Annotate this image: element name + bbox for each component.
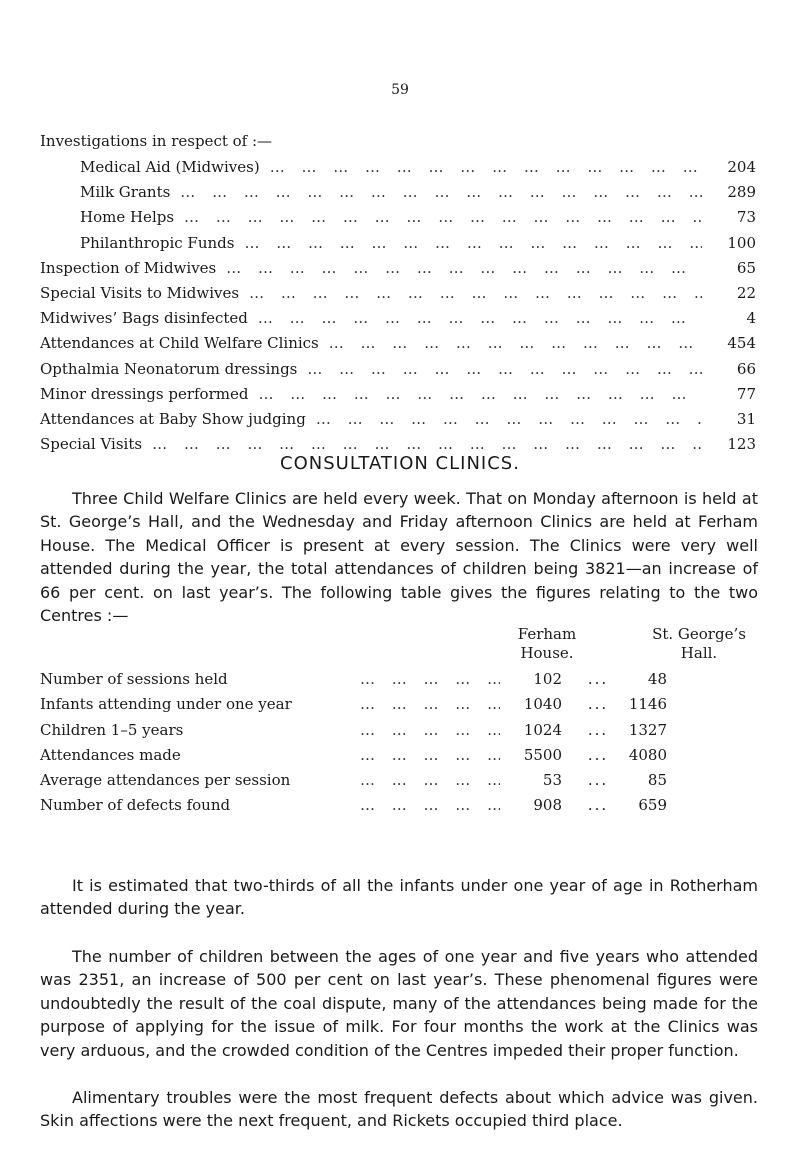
dot-leader: [244, 231, 702, 256]
dot-leader: [360, 692, 500, 717]
dot-leader: [360, 768, 500, 793]
table-row: [40, 768, 760, 793]
table-row: [40, 743, 760, 768]
item-value: 204: [727, 158, 756, 176]
item-label: Home Helps: [80, 208, 175, 227]
list-item: [40, 205, 756, 230]
separator: ...: [587, 670, 609, 688]
ferham-value: 1040: [523, 695, 562, 714]
separator: ...: [587, 720, 609, 739]
dot-leader: [249, 281, 702, 306]
item-value: 4: [746, 309, 756, 328]
item-label: Midwives’ Bags disinfected: [40, 309, 248, 328]
ferham-value: 102: [533, 670, 562, 688]
column-header-line: Hall.: [680, 644, 718, 662]
list-item: [40, 331, 756, 356]
paragraph-defects: Alimentary troubles were the most frequent defects about which advice was given. Skin affections were the next frequent, and Rickets occupied third place.: [40, 1088, 758, 1131]
item-label: Special Visits to Midwives: [40, 283, 240, 302]
item-label: Opthalmia Neonatorum dressings: [40, 359, 298, 378]
row-label: Number of defects found: [40, 796, 231, 815]
dot-leader: [360, 667, 500, 692]
section-title: CONSULTATION CLINICS.: [280, 453, 520, 474]
item-value: 65: [736, 258, 756, 277]
page-number: 59: [391, 82, 409, 98]
table-row: [40, 793, 760, 818]
table-row: [40, 718, 760, 743]
separator: ...: [587, 796, 609, 815]
george-value: 1146: [628, 695, 667, 714]
item-label: Minor dressings performed: [40, 384, 249, 403]
separator: ...: [587, 695, 609, 714]
investigations-heading: Investigations in respect of :—: [40, 132, 273, 150]
paragraph-children-numbers: The number of children between the ages of one year and five years who attended was 2351, an increase of 500 per cent on last year’s. These phenomenal figures were undoubtedly the result of the coal dispute, many of the attendances being made for the purpose of applying for the issue of milk. For four months the work at the Clinics was very arduous, and the crowded condition of the Centres impeded their proper function.: [40, 947, 758, 1060]
dot-leader: [360, 718, 500, 743]
item-label: Attendances at Child Welfare Clinics: [40, 334, 319, 353]
dot-leader: [180, 180, 702, 205]
item-value: 73: [736, 208, 756, 227]
row-label: Infants attending under one year: [40, 695, 292, 714]
table-header: [40, 625, 760, 667]
dot-leader: [360, 793, 500, 818]
ferham-value: 908: [533, 796, 562, 815]
dot-leader: [258, 382, 702, 407]
george-value: 659: [638, 796, 667, 815]
item-label: Philanthropic Funds: [80, 233, 235, 252]
row-label: Number of sessions held: [40, 670, 228, 688]
george-value: 85: [647, 771, 667, 790]
item-label: Milk Grants: [80, 183, 171, 202]
item-value: 289: [727, 183, 756, 202]
ferham-value: 1024: [523, 720, 562, 739]
item-value: 123: [727, 435, 756, 454]
george-value: 4080: [628, 745, 667, 764]
list-item: [40, 281, 756, 306]
item-value: 22: [736, 283, 756, 302]
item-value: 454: [727, 334, 756, 353]
column-header-line: House.: [520, 644, 574, 662]
table-row: [40, 692, 760, 717]
row-label: Average attendances per session: [40, 771, 291, 790]
row-label: Children 1–5 years: [40, 720, 184, 739]
paragraph-estimate: It is estimated that two-thirds of all the infants under one year of age in Rotherham attended during the year.: [40, 876, 758, 919]
column-header-ferham: [512, 625, 582, 663]
item-label: Medical Aid (Midwives): [80, 158, 260, 176]
dot-leader: [258, 306, 702, 331]
investigations-list: [40, 127, 756, 457]
list-item: [40, 357, 756, 382]
ferham-value: 53: [542, 771, 562, 790]
dot-leader: [184, 205, 702, 230]
item-value: 66: [736, 359, 756, 378]
dot-leader: [316, 407, 702, 432]
paragraph-clinics-intro: Three Child Welfare Clinics are held every week. That on Monday afternoon is held at St. George’s Hall, and the Wednesday and Friday afternoon Clinics are held at Ferham House. The Medical Officer is present at every session. The Clinics were very well attended during the year, the total attendances of children being 3821—an increase of 66 per cent. on last year’s. The following table gives the figures relating to the two Centres :—: [40, 489, 758, 626]
item-value: 100: [727, 233, 756, 252]
item-label: Special Visits: [40, 435, 143, 454]
column-header-george: [634, 625, 764, 663]
column-header-line: St. George’s: [652, 625, 746, 643]
separator: ...: [587, 771, 609, 790]
george-value: 1327: [628, 720, 667, 739]
list-item: [40, 256, 756, 281]
dot-leader: [360, 743, 500, 768]
list-item: [40, 382, 756, 407]
item-value: 31: [736, 409, 756, 428]
list-item: [40, 180, 756, 205]
clinic-table: [40, 625, 760, 819]
george-value: 48: [647, 670, 667, 688]
dot-leader: [226, 256, 702, 281]
dot-leader: [307, 357, 702, 382]
dot-leader: [270, 155, 702, 180]
list-item: [40, 407, 756, 432]
list-item: [40, 155, 756, 180]
separator: ...: [587, 745, 609, 764]
list-item: [40, 231, 756, 256]
ferham-value: 5500: [523, 745, 562, 764]
item-label: Attendances at Baby Show judging: [40, 409, 306, 428]
dot-leader: [329, 331, 702, 356]
list-item: [40, 306, 756, 331]
item-label: Inspection of Midwives: [40, 258, 217, 277]
row-label: Attendances made: [40, 745, 181, 764]
column-header-line: Ferham: [517, 625, 577, 643]
table-row: [40, 667, 760, 692]
item-value: 77: [736, 384, 756, 403]
